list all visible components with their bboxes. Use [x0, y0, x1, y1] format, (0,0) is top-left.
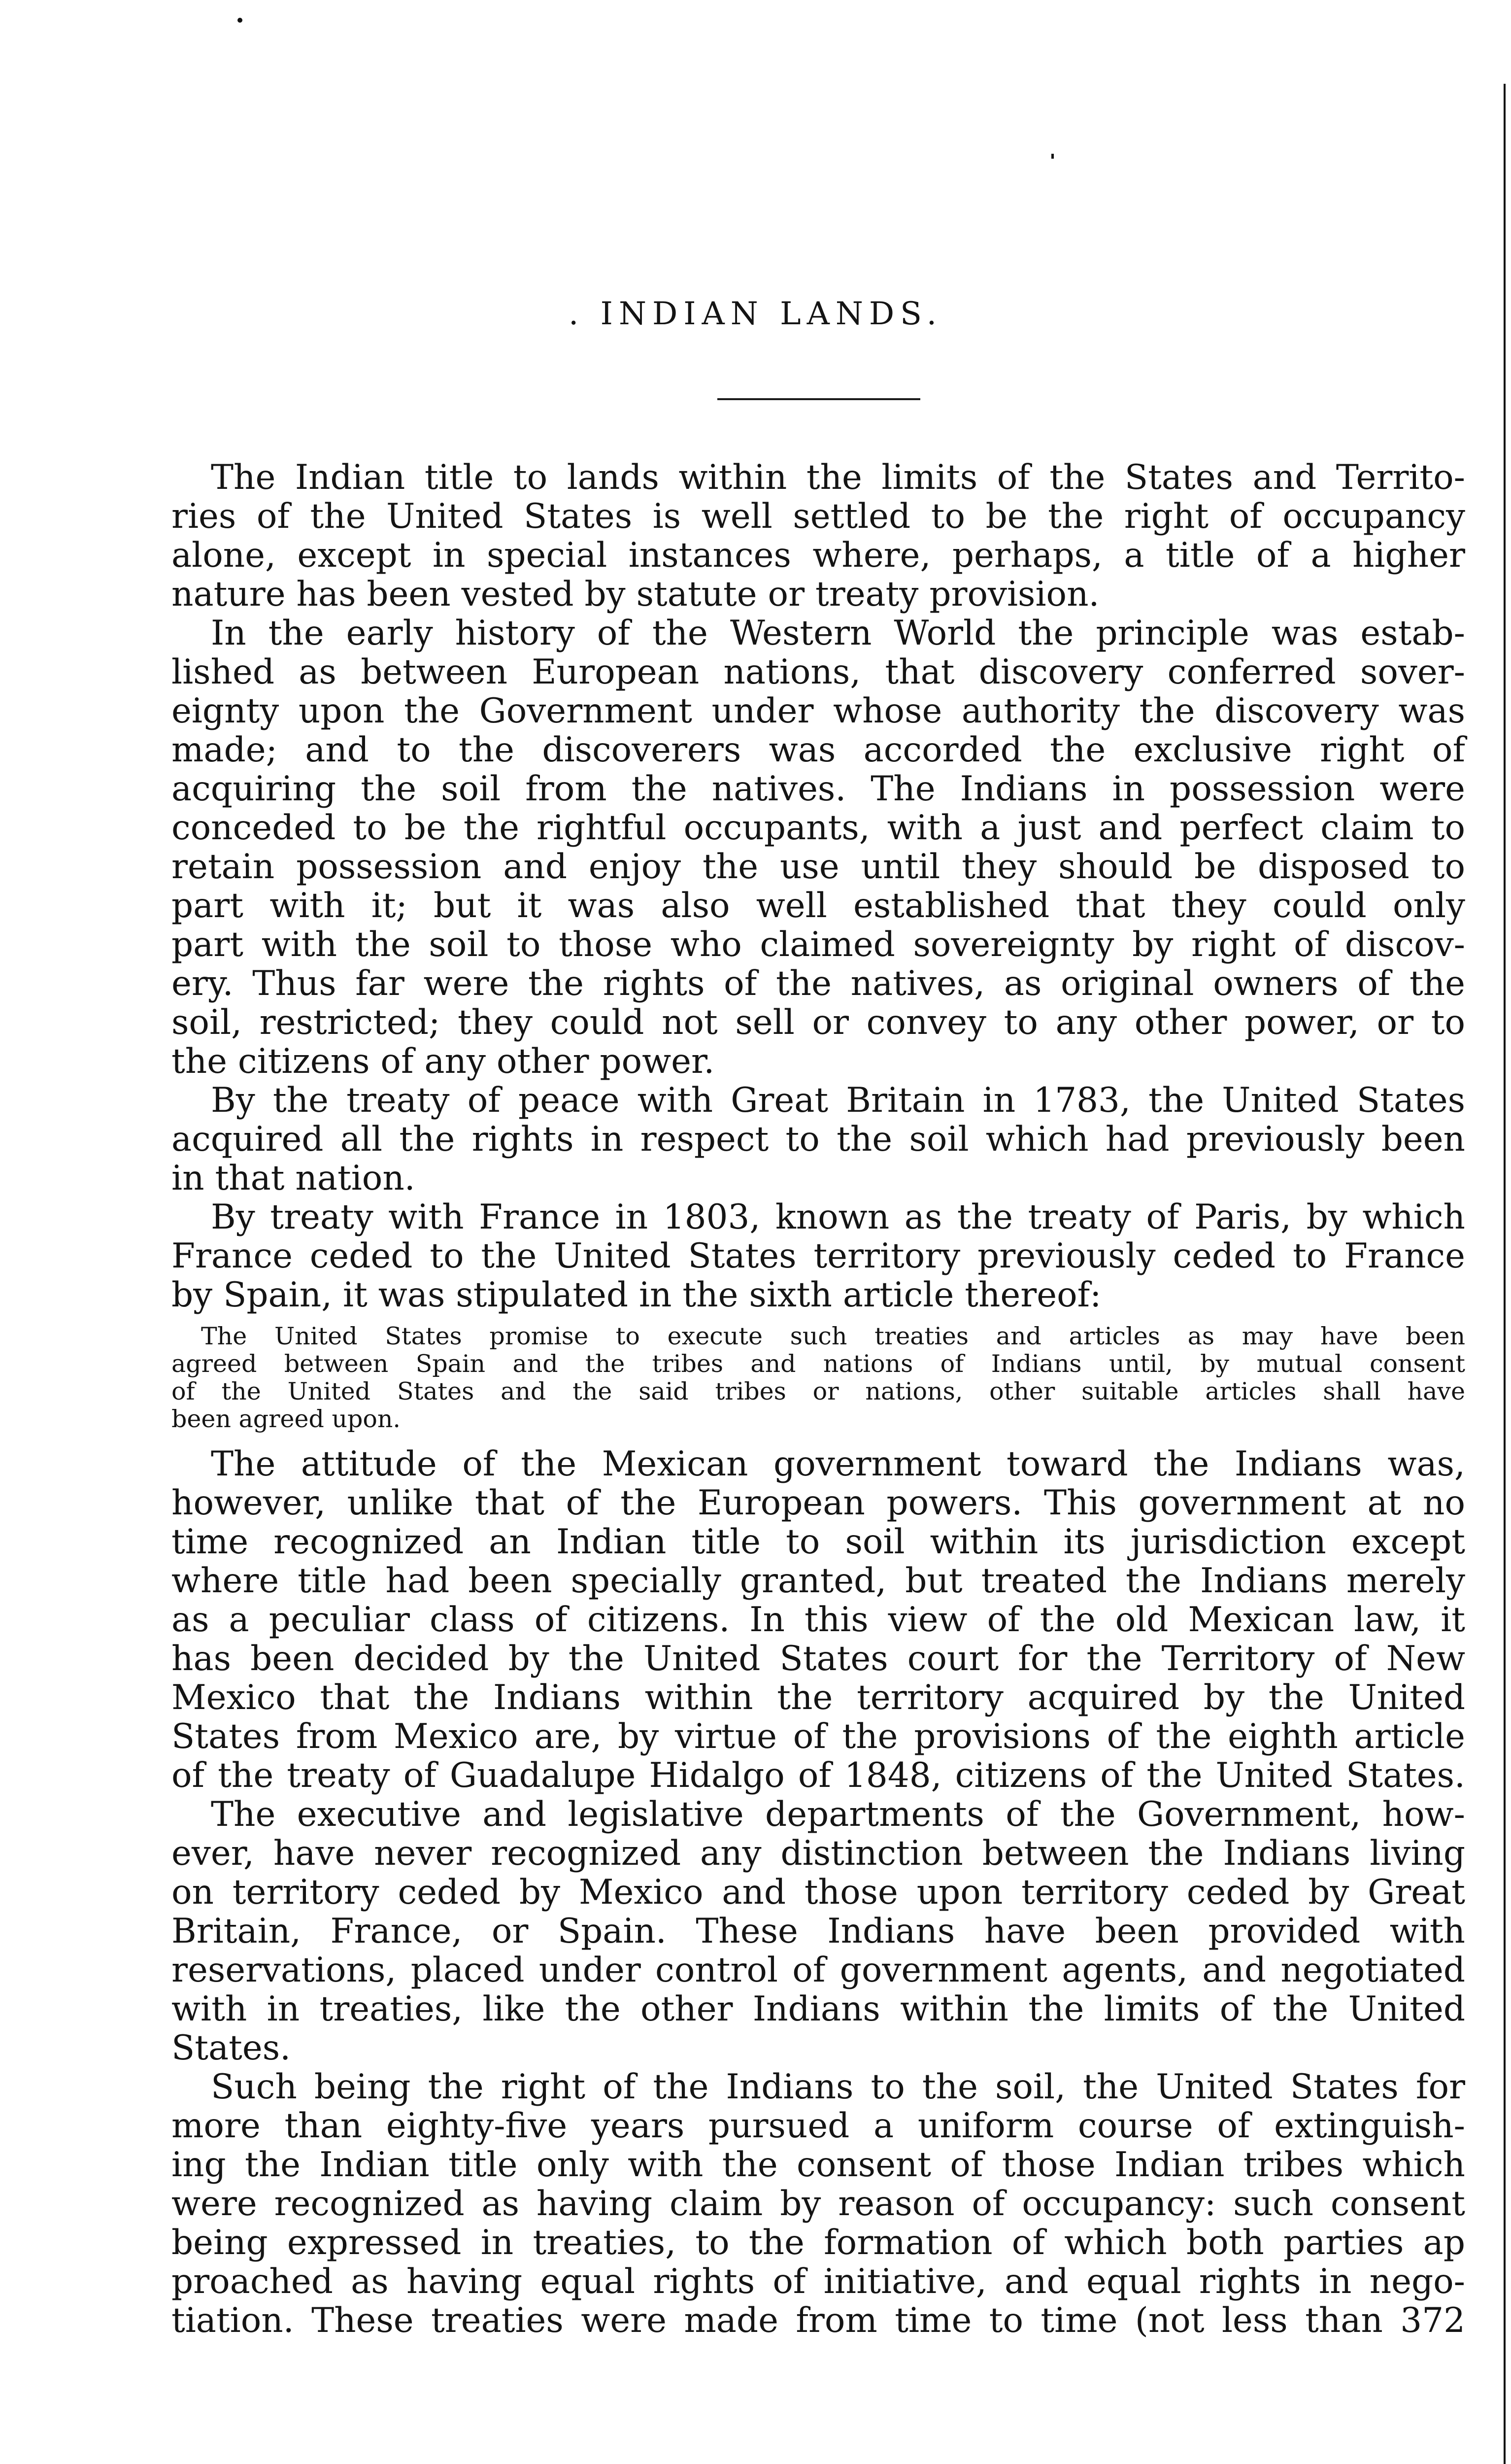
paragraph: [171, 614, 1465, 1081]
text-line: eignty upon the Government under whose authority the discovery was: [171, 691, 1465, 731]
text-line: the citizens of any other power.: [171, 1042, 715, 1081]
text-line: acquired all the rights in respect to the soil which had previously been: [171, 1120, 1465, 1159]
text-line: Britain, France, or Spain. These Indians have been provided with: [171, 1912, 1465, 1951]
document-body: [171, 458, 1465, 2340]
quote-line: been agreed upon.: [171, 1405, 401, 1433]
text-line: made; and to the discoverers was accorded the exclusive right of: [171, 730, 1465, 770]
text-line: reservations, placed under control of government agents, and negotiated: [171, 1951, 1465, 1990]
text-line: however, unlike that of the European powers. This government at no: [171, 1483, 1465, 1523]
text-line: time recognized an Indian title to soil within its jurisdiction except: [171, 1522, 1465, 1562]
text-line: ries of the United States is well settled to be the right of occupancy: [171, 497, 1465, 536]
text-line: acquiring the soil from the natives. The Indians in possession were: [171, 769, 1465, 809]
text-line: tiation. These treaties were made from time to time (not less than 372: [171, 2301, 1465, 2340]
text-line: By treaty with France in 1803, known as the treaty of Paris, by which: [211, 1198, 1465, 1237]
paragraph: [171, 1081, 1465, 1198]
text-line: part with the soil to those who claimed sovereignty by right of discov-: [171, 925, 1465, 964]
text-line: The executive and legislative departments of the Government, how-: [211, 1795, 1465, 1834]
text-line: lished as between European nations, that discovery conferred sover-: [171, 652, 1465, 692]
text-line: of the treaty of Guadalupe Hidalgo of 1848, citizens of the United States.: [171, 1756, 1465, 1795]
text-line: States.: [171, 2028, 291, 2068]
scan-speck-top-right: [1051, 154, 1054, 159]
paragraph: [171, 1795, 1465, 2068]
text-line: ery. Thus far were the rights of the natives, as original owners of the: [171, 964, 1465, 1003]
text-line: more than eighty-five years pursued a uniform course of extinguish-: [171, 2106, 1465, 2146]
text-line: in that nation.: [171, 1159, 415, 1198]
text-line: retain possession and enjoy the use until they should be disposed to: [171, 847, 1465, 887]
text-line: being expressed in treaties, to the formation of which both parties ap: [171, 2223, 1465, 2262]
text-line: were recognized as having claim by reason of occupancy: such consent: [171, 2184, 1465, 2224]
quote-line: The United States promise to execute such treaties and articles as may have been: [201, 1322, 1465, 1350]
text-line: on territory ceded by Mexico and those upon territory ceded by Great: [171, 1873, 1465, 1912]
text-line: By the treaty of peace with Great Britain in 1783, the United States: [211, 1081, 1465, 1120]
title-rule: [717, 398, 920, 400]
text-line: Such being the right of the Indians to the soil, the United States for: [211, 2067, 1465, 2107]
page-edge-right: [1504, 84, 1506, 2464]
text-line: Mexico that the Indians within the territory acquired by the United: [171, 1678, 1465, 1717]
block-quote: [171, 1323, 1465, 1433]
text-line: ever, have never recognized any distinction between the Indians living: [171, 1834, 1465, 1873]
text-line: soil, restricted; they could not sell or convey to any other power, or to: [171, 1003, 1465, 1042]
page-title: . INDIAN LANDS.: [568, 296, 943, 332]
text-line: proached as having equal rights of initiative, and equal rights in nego-: [171, 2262, 1465, 2301]
paragraph: [171, 458, 1465, 614]
text-line: where title had been specially granted, but treated the Indians merely: [171, 1561, 1465, 1601]
text-line: France ceded to the United States territory previously ceded to France: [171, 1236, 1465, 1276]
quote-line: of the United States and the said tribes or nations, other suitable articles shall have: [171, 1377, 1465, 1405]
text-line: The attitude of the Mexican government toward the Indians was,: [211, 1444, 1465, 1484]
paragraph: [171, 1198, 1465, 1315]
paragraph: [171, 1445, 1465, 1795]
text-line: ing the Indian title only with the consent of those Indian tribes which: [171, 2145, 1465, 2185]
text-line: by Spain, it was stipulated in the sixth article thereof:: [171, 1275, 1102, 1315]
text-line: part with it; but it was also well established that they could only: [171, 886, 1465, 925]
text-line: States from Mexico are, by virtue of the provisions of the eighth article: [171, 1717, 1465, 1756]
text-line: In the early history of the Western World the principle was estab-: [211, 614, 1465, 653]
scan-speck-top-left: [237, 18, 242, 23]
text-line: conceded to be the rightful occupants, with a just and perfect claim to: [171, 808, 1465, 848]
text-line: The Indian title to lands within the limits of the States and Territo-: [211, 458, 1465, 497]
text-line: nature has been vested by statute or treaty provision.: [171, 575, 1100, 614]
text-line: alone, except in special instances where, perhaps, a title of a higher: [171, 536, 1465, 575]
quote-line: agreed between Spain and the tribes and nations of Indians until, by mutual consent: [171, 1350, 1465, 1378]
text-line: has been decided by the United States court for the Territory of New: [171, 1639, 1465, 1678]
text-line: as a peculiar class of citizens. In this view of the old Mexican law, it: [171, 1600, 1465, 1640]
paragraph: [171, 2068, 1465, 2340]
text-line: with in treaties, like the other Indians within the limits of the United: [171, 1989, 1465, 2029]
